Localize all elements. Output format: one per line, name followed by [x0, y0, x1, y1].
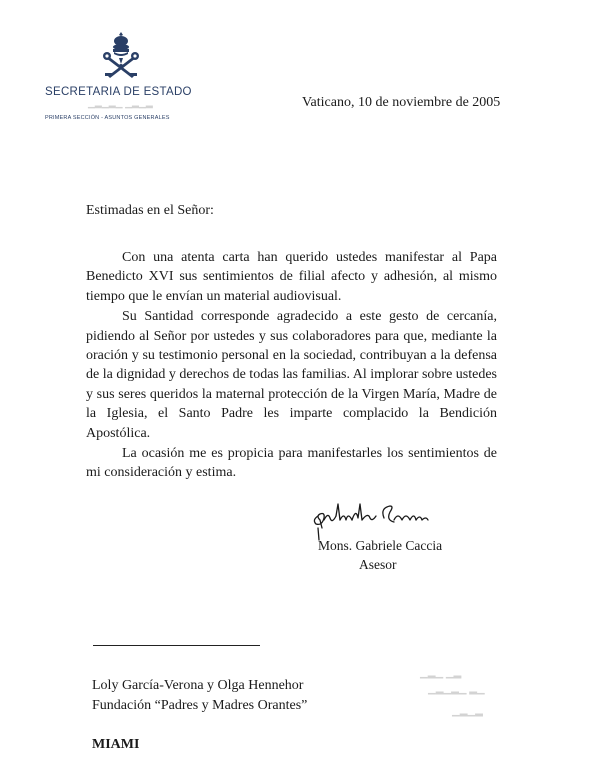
letter-date: Vaticano, 10 de noviembre de 2005	[302, 95, 501, 110]
recipient-names: Loly García-Verona y Olga Hennehor	[92, 678, 304, 693]
show-through-text: ▁▂▁▂▁ ▁▂▁▂	[88, 98, 153, 108]
handwritten-signature	[310, 498, 450, 542]
show-through-text: ▁▂▁▂	[452, 706, 483, 717]
letter-body	[86, 248, 497, 483]
signer-name: Mons. Gabriele Caccia	[318, 538, 443, 553]
letterhead-org-name: SECRETARIA DE ESTADO	[45, 86, 192, 98]
recipient-organization: Fundación “Padres y Madres Orantes”	[92, 697, 308, 713]
show-through-text: ▁▂▁ ▁▂	[420, 668, 462, 679]
divider-line	[93, 645, 260, 646]
body-paragraph: Con una atenta carta han querido ustedes manifestar al Papa Benedicto XVI sus sentimientos de filial afecto y adhesión, al mismo tiempo que le envían un material audiovisual.	[86, 250, 497, 304]
recipient-city: MIAMI	[92, 737, 140, 752]
recipient-block	[92, 676, 307, 755]
papal-coat-of-arms-icon	[100, 30, 142, 80]
body-paragraph: La ocasión me es propicia para manifestarles los sentimientos de mi consideración y estima.	[86, 446, 497, 481]
signer-title: Asesor	[359, 557, 397, 572]
salutation: Estimadas en el Señor:	[86, 203, 214, 218]
letterhead-org-subtitle: PRIMERA SECCIÓN - ASUNTOS GENERALES	[45, 115, 170, 121]
show-through-text: ▁▂▁▂▁ ▂▁	[428, 684, 485, 695]
body-paragraph: Su Santidad corresponde agradecido a este gesto de cercanía, pidiendo al Señor por ustedes y sus colaboradores para que, mediante la oración y su testimonio personal en la sociedad, contribuyan a la defensa de la dignidad y derechos de todas las familias. Al implorar sobre ustedes y sus seres queridos la maternal protección de la Virgen María, Madre de la Iglesia, el Santo Padre les imparte complacido la Bendición Apostólica.	[86, 309, 497, 441]
